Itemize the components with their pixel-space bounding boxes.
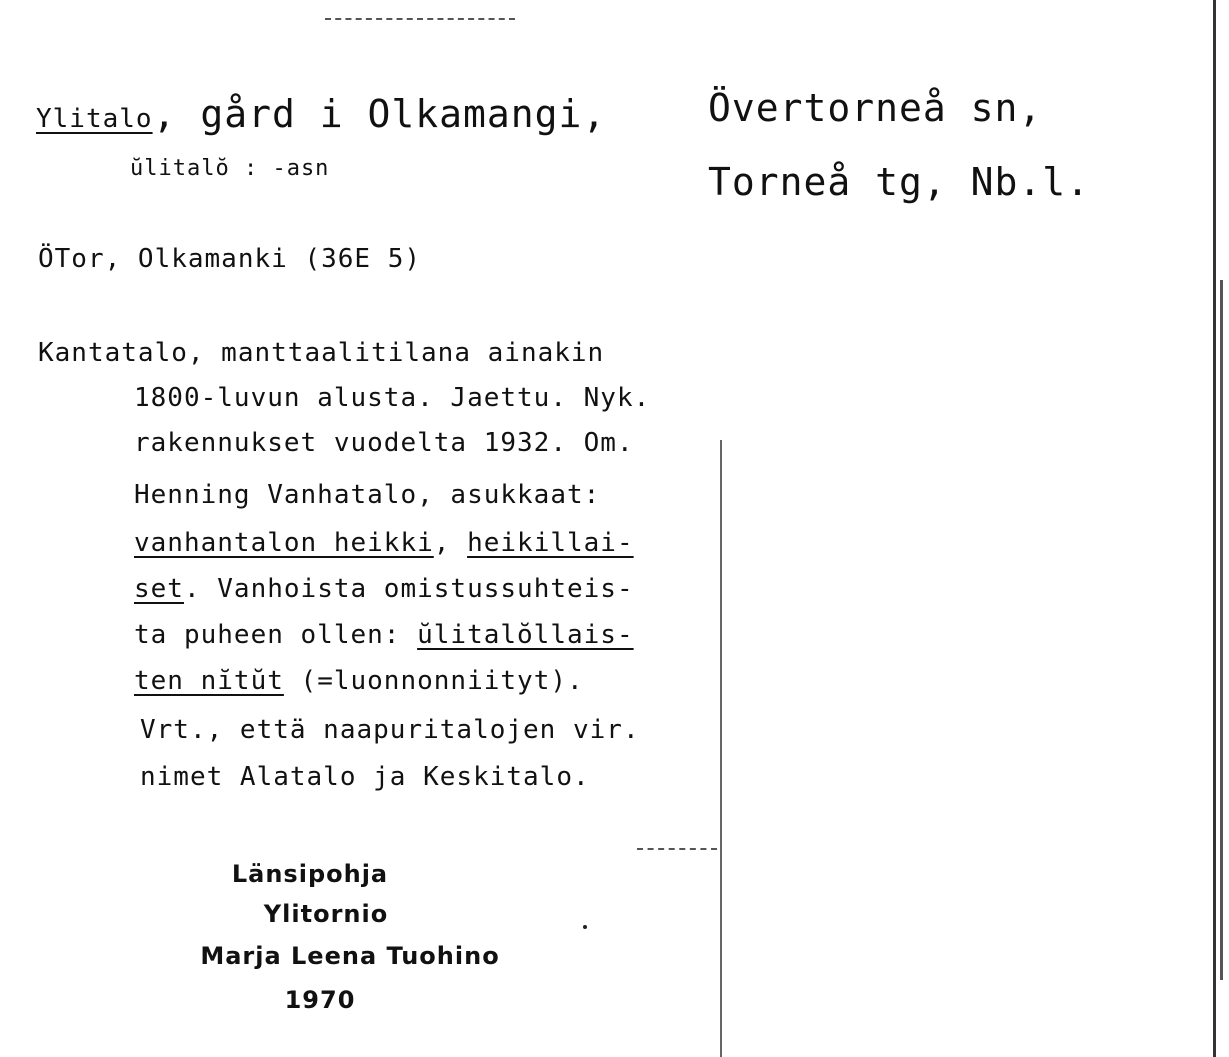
body-line-9: Vrt., että naapuritalojen vir. xyxy=(140,715,640,745)
stamp-region: Länsipohja xyxy=(231,860,389,888)
pronunciation: ŭlitalŏ : -asn xyxy=(130,156,330,181)
body-line-10: nimet Alatalo ja Keskitalo. xyxy=(140,762,590,792)
body-line-7-start: ta puheen ollen: xyxy=(134,620,418,650)
house-name-2: heikillai- xyxy=(467,528,634,558)
header-right-1: Övertorneå sn, xyxy=(708,86,1043,130)
body-line-6 xyxy=(134,574,634,604)
body-line-4: Henning Vanhatalo, asukkaat: xyxy=(134,480,601,510)
body-line-3: rakennukset vuodelta 1932. Om. xyxy=(134,428,634,458)
body-line-1: Kantatalo, manttaalitilana ainakin xyxy=(38,338,605,368)
header-left xyxy=(36,92,606,136)
dialect-word-1: ŭlitalŏllais- xyxy=(417,620,634,650)
body-line-6-rest: . Vanhoista omistussuhteis- xyxy=(183,574,634,604)
stamp-parish: Ylitornio xyxy=(263,900,389,928)
center-fold-line xyxy=(720,440,722,1057)
body-line-7 xyxy=(134,620,634,650)
right-edge-line xyxy=(1213,0,1216,1057)
right-edge-line-inner xyxy=(1220,280,1223,980)
place-name: Ylitalo xyxy=(36,104,153,134)
comma: , xyxy=(433,528,468,558)
speck xyxy=(583,925,587,929)
top-dash-artifact xyxy=(325,18,515,20)
dialect-word-2: ten nĭtŭt xyxy=(134,666,284,696)
header-right-2: Torneå tg, Nb.l. xyxy=(708,160,1091,204)
mid-dash-artifact xyxy=(637,848,717,850)
map-reference: ÖTor, Olkamanki (36E 5) xyxy=(38,244,422,274)
house-name-1: vanhantalon heikki xyxy=(134,528,434,558)
body-line-8-rest: (=luonnonniityt). xyxy=(283,666,584,696)
header-left-rest: , gård i Olkamangi, xyxy=(152,92,607,136)
body-line-2: 1800-luvun alusta. Jaettu. Nyk. xyxy=(134,383,651,413)
house-name-2-end: set xyxy=(134,574,184,604)
body-line-5 xyxy=(134,528,634,558)
stamp-year: 1970 xyxy=(284,986,356,1014)
stamp-collector: Marja Leena Tuohino xyxy=(200,942,500,970)
body-line-8 xyxy=(134,666,584,696)
